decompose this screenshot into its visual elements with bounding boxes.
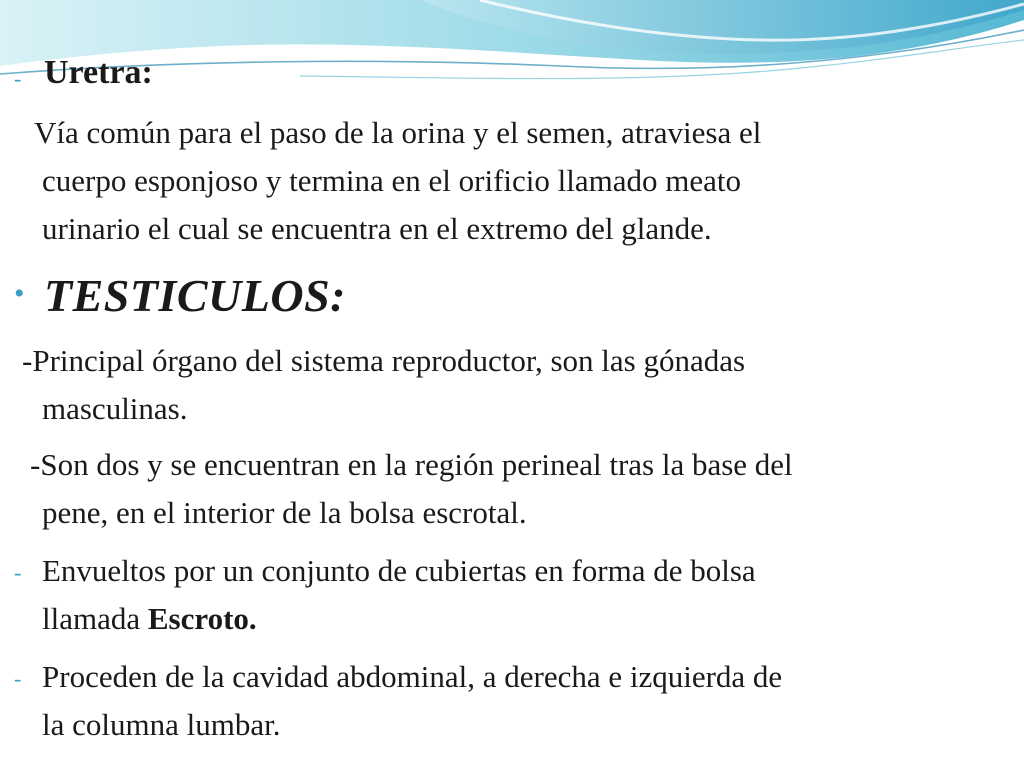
testiculos-para1-line-1: -Principal órgano del sistema reproductor, son las gónadas <box>22 343 746 378</box>
item1-line-1: Envueltos por un conjunto de cubiertas en forma de bolsa <box>42 553 756 588</box>
testiculos-para2-line-1: -Son dos y se encuentran en la región perineal tras la base del <box>30 447 793 482</box>
testiculos-para1-line-2: masculinas. <box>42 391 188 426</box>
item2-line-1: Proceden de la cavidad abdominal, a derecha e izquierda de <box>42 659 783 694</box>
item2-marker: - <box>14 666 22 691</box>
item1-line-2 <box>42 596 257 642</box>
escroto-term: Escroto. <box>147 601 257 636</box>
uretra-body-line-2: cuerpo esponjoso y termina en el orificio llamado meato <box>42 163 741 198</box>
uretra-heading: Uretra: <box>44 54 153 91</box>
uretra-marker: - <box>14 66 22 91</box>
uretra-body-line-3: urinario el cual se encuentra en el extremo del glande. <box>42 211 712 246</box>
testiculos-bullet: • <box>14 277 25 310</box>
item1-line-2-prefix: llamada <box>42 601 148 636</box>
testiculos-para2-line-2: pene, en el interior de la bolsa escrotal. <box>42 495 527 530</box>
item2-line-2: la columna lumbar. <box>42 707 281 742</box>
uretra-body-line-1: Vía común para el paso de la orina y el semen, atraviesa el <box>34 115 762 150</box>
item1-marker: - <box>14 560 22 585</box>
testiculos-heading: TESTICULOS: <box>44 270 346 321</box>
